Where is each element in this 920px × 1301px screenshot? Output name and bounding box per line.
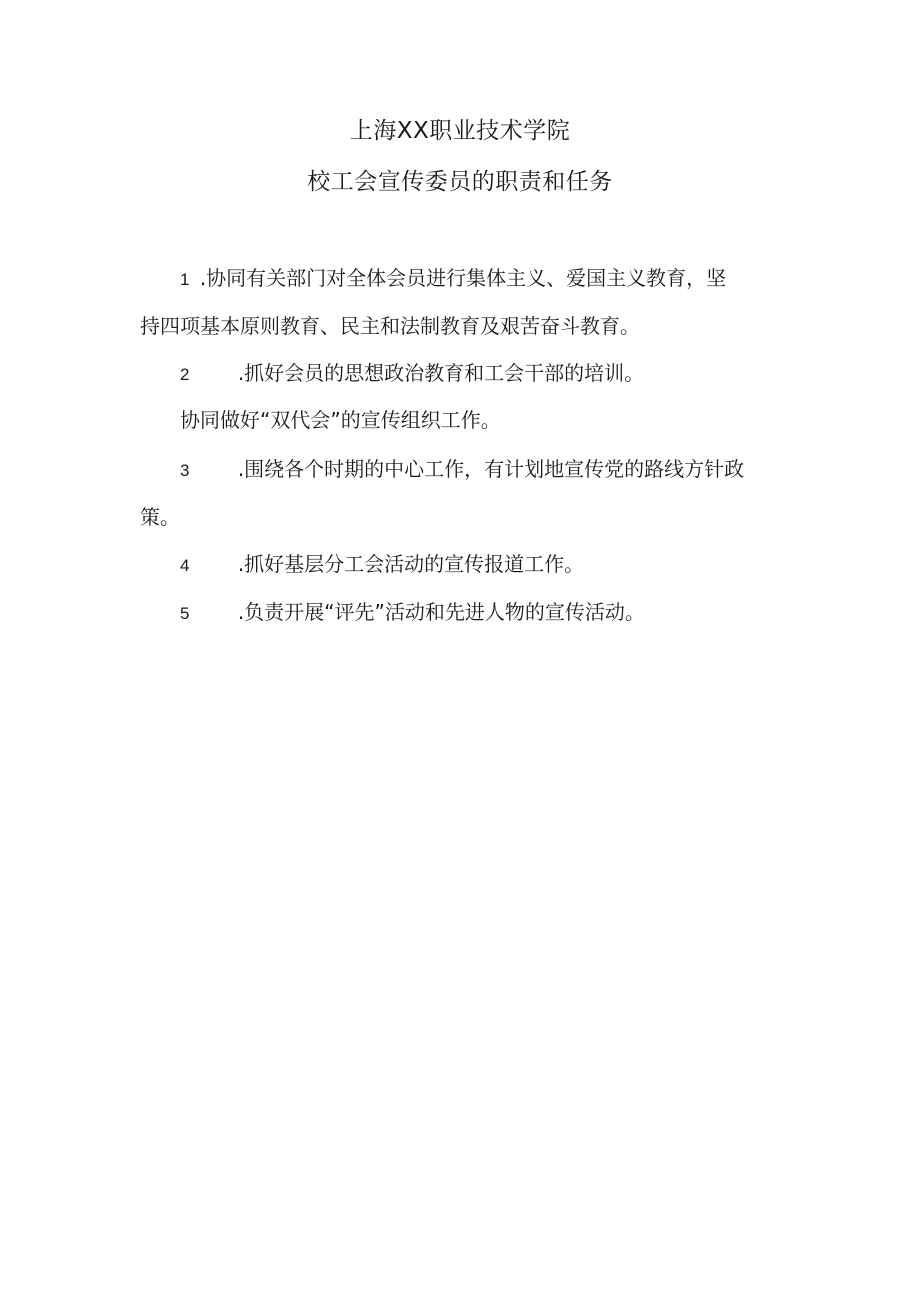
list-item-2 xyxy=(180,358,644,390)
list-item-5 xyxy=(180,597,645,629)
list-item-1 xyxy=(180,263,726,295)
item-number: 3 xyxy=(180,461,190,480)
document-title-institution: 上海XX职业技术学院 xyxy=(349,118,571,144)
list-item-3-continuation: 策。 xyxy=(140,505,180,529)
item-text: .抓好会员的思想政治教育和工会干部的培训。 xyxy=(237,361,645,385)
list-item-3 xyxy=(180,454,744,486)
document-title-subject: 校工会宣传委员的职责和任务 xyxy=(307,169,613,195)
item-text: .协同有关部门对全体会员进行集体主义、爱国主义教育，坚 xyxy=(199,266,727,290)
item-text: .抓好基层分工会活动的宣传报道工作。 xyxy=(237,552,585,576)
list-item-4 xyxy=(180,549,584,581)
item-number: 4 xyxy=(180,556,190,575)
item-text: .负责开展“评先”活动和先进人物的宣传活动。 xyxy=(237,600,645,624)
item-number: 2 xyxy=(180,365,190,384)
item-number: 5 xyxy=(180,604,190,623)
list-item-2-extra: 协同做好“双代会”的宣传组织工作。 xyxy=(180,408,501,432)
item-text: .围绕各个时期的中心工作，有计划地宣传党的路线方针政 xyxy=(237,457,745,481)
item-number: 1 xyxy=(180,270,190,289)
list-item-1-continuation: 持四项基本原则教育、民主和法制教育及艰苦奋斗教育。 xyxy=(140,314,640,338)
